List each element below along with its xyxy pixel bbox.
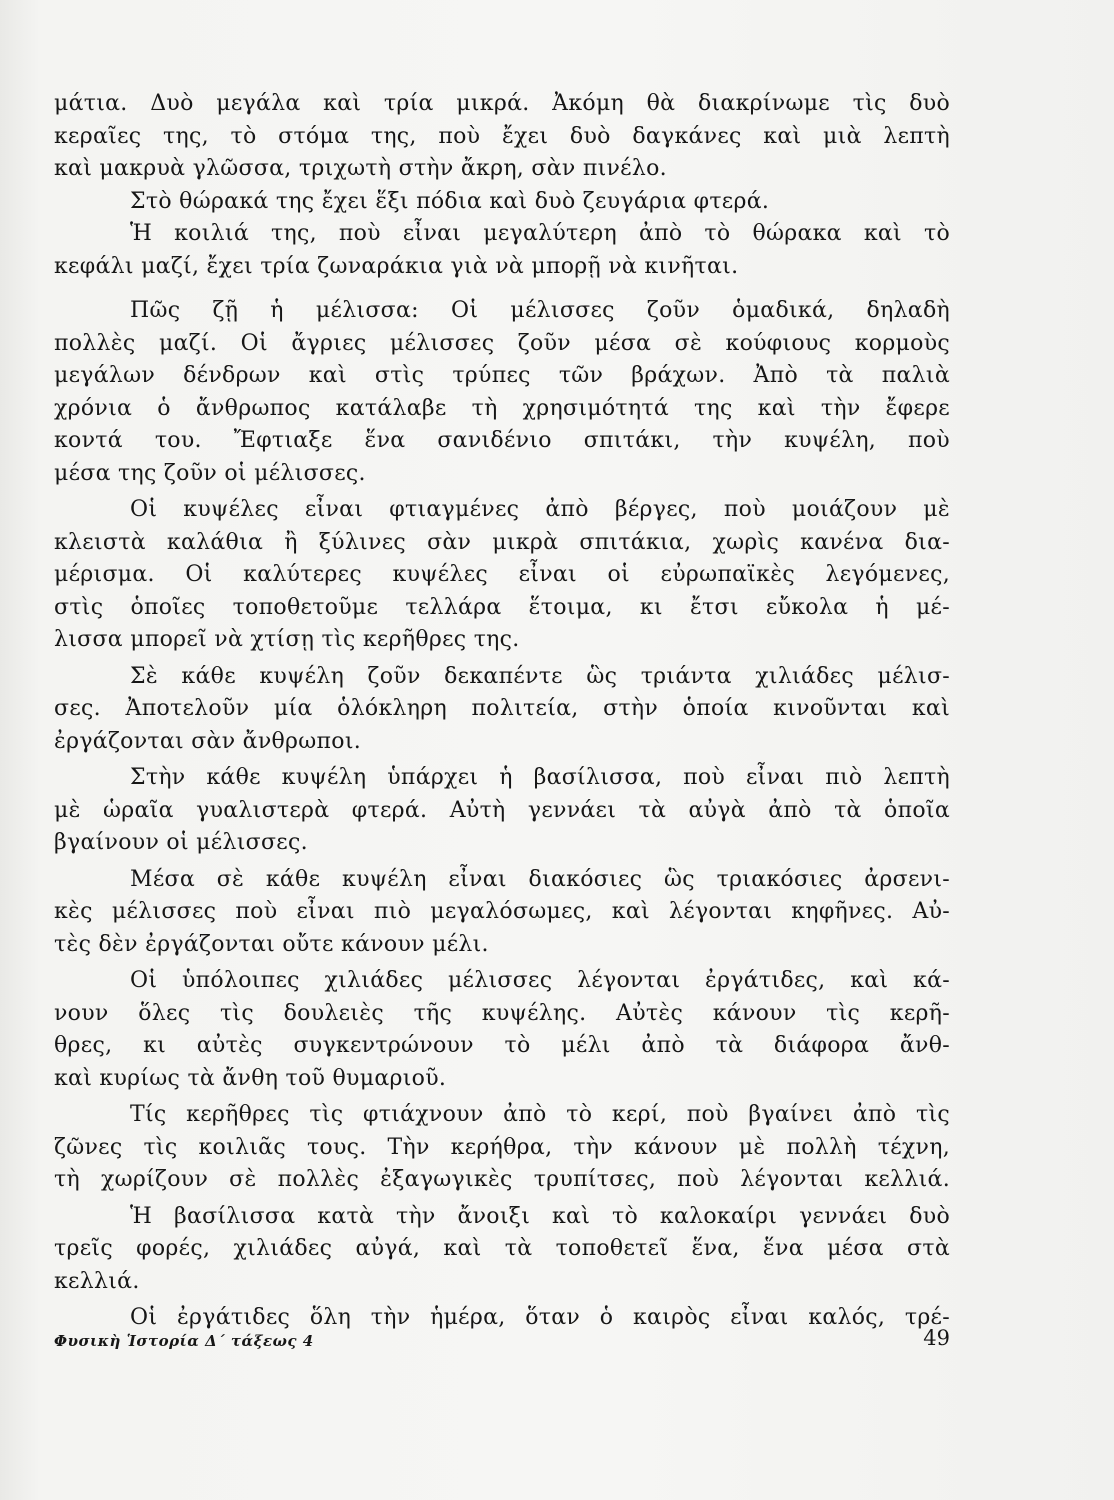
- text-line: κελλιά.: [54, 1268, 140, 1294]
- text-line: Οἱ κυψέλες εἶναι φτιαγμένες ἀπὸ βέργες, ποὺ μοιάζουν μὲ: [130, 497, 950, 522]
- text-line: Μέσα σὲ κάθε κυψέλη εἶναι διακόσιες ὣς τριακόσιες ἀρσενι-: [130, 866, 950, 892]
- text-line: στὶς ὁποῖες τοποθετοῦμε τελλάρα ἕτοιμα, κι ἔτσι εὔκολα ἡ μέ-: [54, 594, 950, 620]
- page-number: 49: [923, 1326, 950, 1350]
- text-line: χρόνια ὁ ἄνθρωπος κατάλαβε τὴ χρησιμότητά της καὶ τὴν ἔφερε: [54, 395, 950, 421]
- text-line: Ἡ κοιλιά της, ποὺ εἶναι μεγαλύτερη ἀπὸ τὸ θώρακα καὶ τὸ: [130, 221, 950, 246]
- text-line: κεφάλι μαζί, ἔχει τρία ζωναράκια γιὰ νὰ μπορῇ νὰ κινῆται.: [54, 253, 739, 279]
- text-line: Σὲ κάθε κυψέλη ζοῦν δεκαπέντε ὣς τριάντα χιλιάδες μέλισ-: [130, 663, 950, 689]
- text-line: καὶ μακρυὰ γλῶσσα, τριχωτὴ στὴν ἄκρη, σὰν πινέλο.: [54, 156, 667, 181]
- text-line: νουν ὅλες τὶς δουλειὲς τῆς κυψέλης. Αὐτὲς κάνουν τὶς κερῆ-: [54, 1000, 950, 1026]
- text-line: Στὴν κάθε κυψέλη ὑπάρχει ἡ βασίλισσα, ποὺ εἶναι πιὸ λεπτὴ: [130, 765, 950, 790]
- text-line: ἐργάζονται σὰν ἄνθρωποι.: [54, 728, 362, 754]
- text-line: Ἡ βασίλισσα κατὰ τὴν ἄνοιξι καὶ τὸ καλοκαίρι γεννάει δυὸ: [130, 1203, 950, 1229]
- text-line: μέσα της ζοῦν οἱ μέλισσες.: [54, 460, 366, 486]
- text-line: κὲς μέλισσες ποὺ εἶναι πιὸ μεγαλόσωμες, καὶ λέγονται κηφῆνες. Αὐ-: [54, 899, 950, 924]
- text-line: κλειστὰ καλάθια ἢ ξύλινες σὰν μικρὰ σπιτάκια, χωρὶς κανένα δια-: [54, 529, 950, 555]
- text-line: λισσα μπορεῖ νὰ χτίσῃ τὶς κερῆθρες της.: [54, 627, 520, 652]
- text-line: τὲς δὲν ἐργάζονται οὔτε κάνουν μέλι.: [54, 931, 489, 957]
- body-text: [54, 88, 950, 1335]
- text-line: κεραῖες της, τὸ στόμα της, ποὺ ἔχει δυὸ δαγκάνες καὶ μιὰ λεπτὴ: [54, 123, 950, 149]
- text-line: σες. Ἀποτελοῦν μία ὁλόκληρη πολιτεία, στὴν ὁποία κινοῦνται καὶ: [54, 696, 950, 721]
- text-line: καὶ κυρίως τὰ ἄνθη τοῦ θυμαριοῦ.: [54, 1065, 447, 1091]
- text-line: τρεῖς φορές, χιλιάδες αὐγά, καὶ τὰ τοποθετεῖ ἕνα, ἕνα μέσα στὰ: [54, 1236, 950, 1261]
- section-heading-line: Πῶς ζῇ ἡ μέλισσα: Οἱ μέλισσες ζοῦν ὁμαδικά, δηλαδὴ: [130, 298, 950, 323]
- page-footer: [54, 1326, 950, 1356]
- text-line: κοντά του. Ἔφτιαξε ἕνα σανιδένιο σπιτάκι, τὴν κυψέλη, ποὺ: [54, 428, 950, 453]
- text-line: μέρισμα. Οἱ καλύτερες κυψέλες εἶναι οἱ εὐρωπαϊκὲς λεγόμενες,: [54, 562, 950, 587]
- text-line: μεγάλων δένδρων καὶ στὶς τρύπες τῶν βράχων. Ἀπὸ τὰ παλιὰ: [54, 363, 950, 388]
- text-line: πολλὲς μαζί. Οἱ ἄγριες μέλισσες ζοῦν μέσα σὲ κούφιους κορμοὺς: [54, 330, 950, 356]
- book-title-footer: Φυσικὴ Ἱστορία Δ΄ τάξεως 4: [54, 1332, 314, 1350]
- text-line: μὲ ὡραῖα γυαλιστερὰ φτερά. Αὐτὴ γεννάει τὰ αὐγὰ ἀπὸ τὰ ὁποῖα: [54, 797, 950, 823]
- text-line: μάτια. Δυὸ μεγάλα καὶ τρία μικρά. Ἀκόμη θὰ διακρίνωμε τὶς δυὸ: [54, 91, 950, 116]
- text-line: βγαίνουν οἱ μέλισσες.: [54, 830, 308, 855]
- text-line: Τίς κερῆθρες τὶς φτιάχνουν ἀπὸ τὸ κερί, ποὺ βγαίνει ἀπὸ τὶς: [130, 1102, 950, 1127]
- text-line: Στὸ θώρακά της ἔχει ἕξι πόδια καὶ δυὸ ζευγάρια φτερά.: [130, 188, 770, 214]
- text-line: ζῶνες τὶς κοιλιᾶς τους. Τὴν κερήθρα, τὴν κάνουν μὲ πολλὴ τέχνη,: [54, 1134, 950, 1160]
- text-line: Οἱ ἐργάτιδες ὅλη τὴν ἡμέρα, ὅταν ὁ καιρὸς εἶναι καλός, τρέ-: [130, 1305, 950, 1330]
- text-line: Οἱ ὑπόλοιπες χιλιάδες μέλισσες λέγονται ἐργάτιδες, καὶ κά-: [130, 968, 950, 993]
- text-line: τὴ χωρίζουν σὲ πολλὲς ἐξαγωγικὲς τρυπίτσες, ποὺ λέγονται κελλιά.: [54, 1167, 950, 1192]
- text-line: θρες, κι αὐτὲς συγκεντρώνουν τὸ μέλι ἀπὸ τὰ διάφορα ἄνθ-: [54, 1033, 950, 1058]
